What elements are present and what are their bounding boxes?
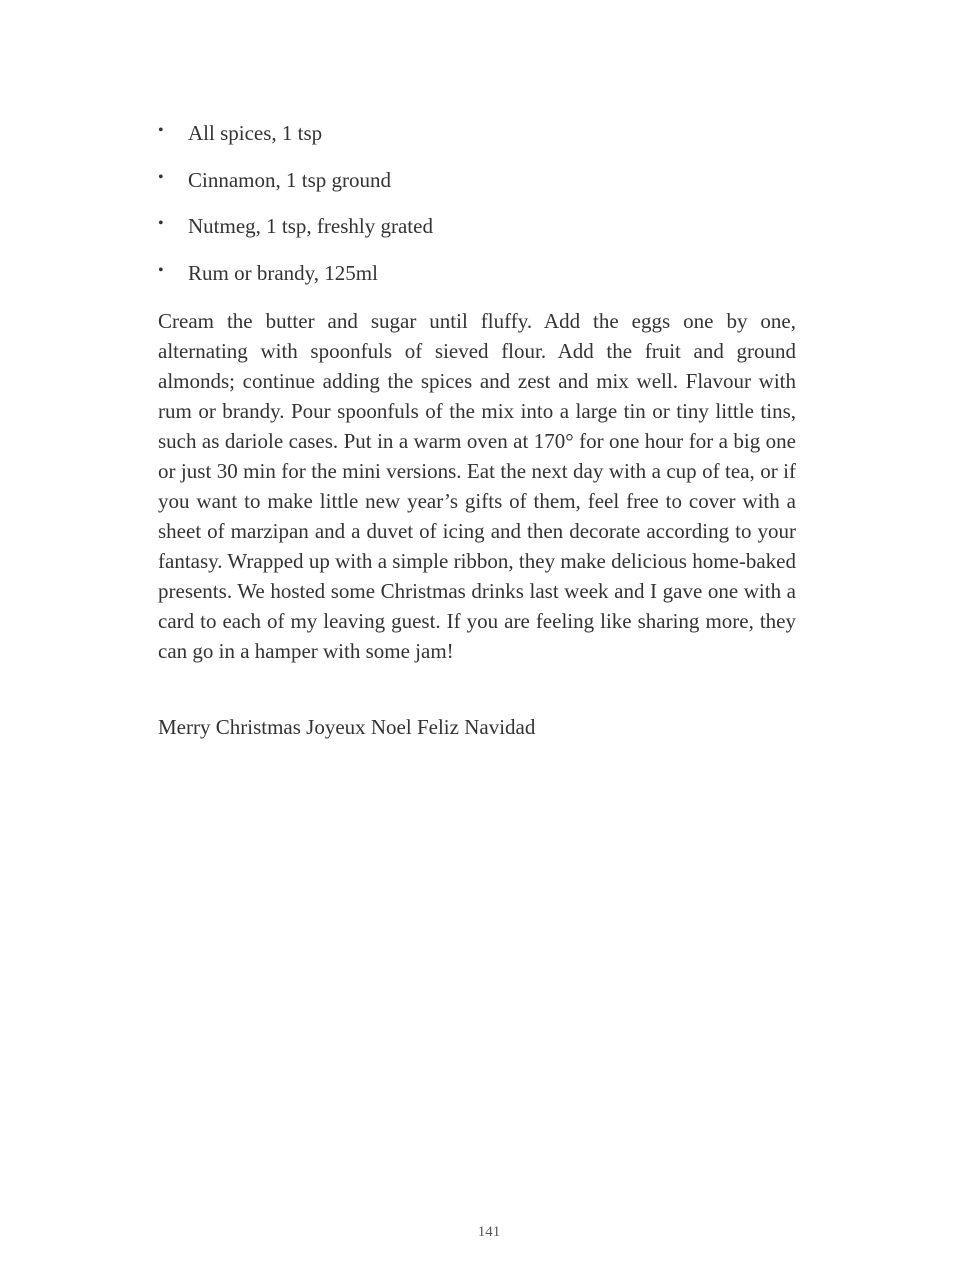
- bullet-icon: •: [158, 122, 164, 139]
- ingredient-item: [158, 118, 798, 148]
- bullet-icon: •: [158, 168, 164, 186]
- method-paragraph: Cream the butter and sugar until fluffy. Add the eggs one by one, alternating with spoonfuls of sieved flour. Add the fruit and ground almonds; continue adding the spices and zest and mix well. Flavour with rum or brandy. Pour spoonfuls of the mix into a large tin or tiny little tins, such as dariole cases. Put in a warm oven at 170° for one hour for a big one or just 30 min for the mini versions. Eat the next day with a cup of tea, or if you want to make little new year’s gifts of them, feel free to cover with a sheet of marzipan and a duvet of icing and then decorate according to your fantasy. Wrapped up with a simple ribbon, they make delicious home-baked presents. We hosted some Christmas drinks last week and I gave one with a card to each of my leaving guest. If you are feeling like sharing more, they can go in a hamper with some jam!: [158, 309, 796, 663]
- ingredient-item: [158, 258, 798, 288]
- bullet-icon: •: [158, 215, 164, 232]
- ingredient-text: Nutmeg, 1 tsp, freshly grated: [188, 214, 433, 238]
- ingredient-text: Cinnamon, 1 tsp ground: [188, 167, 391, 192]
- ingredient-item: [158, 211, 798, 241]
- ingredient-text: Rum or brandy, 125ml: [188, 260, 378, 285]
- bullet-icon: •: [158, 261, 164, 279]
- ingredient-item: [158, 165, 798, 195]
- greeting-line: Merry Christmas Joyeux Noel Feliz Navidad: [158, 715, 536, 739]
- ingredient-list: [158, 118, 798, 304]
- page-number: 141: [477, 1224, 501, 1240]
- ingredient-text: All spices, 1 tsp: [188, 121, 323, 145]
